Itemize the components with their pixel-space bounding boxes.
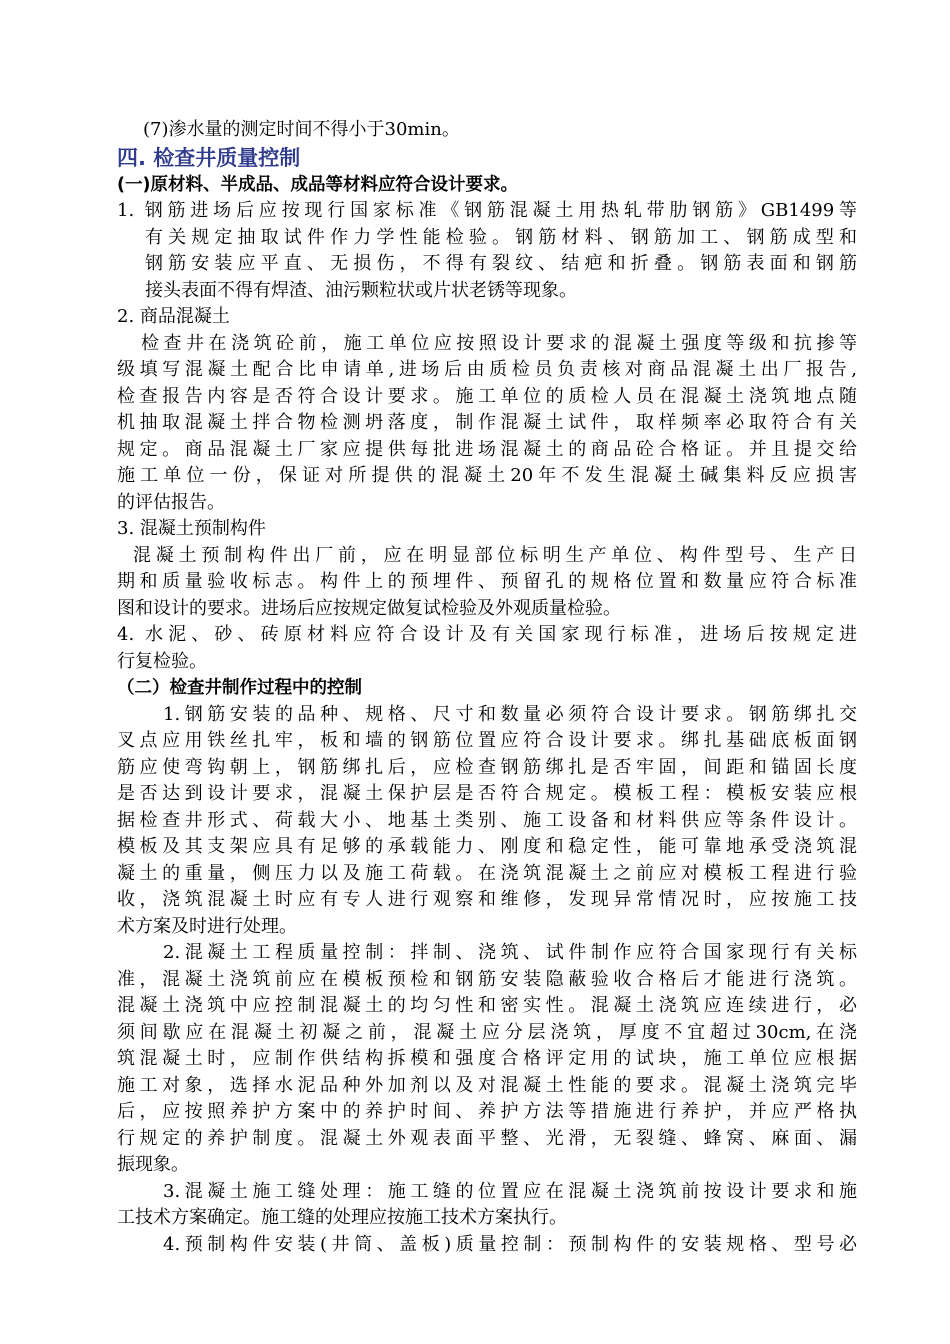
text-line: 筋应使弯钩朝上，钢筋绑扎后，应检查钢筋绑扎是否牢固，间距和锚固长度 [117,756,857,778]
text-line: 机抽取混凝土拌合物检测坍落度，制作混凝土试件，取样频率必取符合有关 [117,412,857,433]
text-line: 4.预制构件安装(井筒、盖板)质量控制：预制构件的安装规格、型号必 [163,1233,857,1255]
text-line: 级填写混凝土配合比申请单,进场后由质检员负责核对商品混凝土出厂报告, [117,359,857,380]
text-line: 工技术方案确定。施工缝的处理应按施工技术方案执行。 [117,1207,567,1228]
text-line: 术方案及时进行处理。 [117,915,297,937]
subsection-heading: （二）检查井制作过程中的控制 [117,678,362,698]
text-line: 检查井在浇筑砼前，施工单位应按照设计要求的混凝土强度等级和抗掺等 [141,332,857,354]
text-line: 检查报告内容是否符合设计要求。施工单位的质检人员在混凝土浇筑地点随 [117,385,857,407]
item-heading: 3. 混凝土预制构件 [117,518,266,539]
text-line: 混凝土浇筑中应控制混凝土的均匀性和密实性。混凝土浇筑应连续进行，必 [117,995,857,1016]
text-line: 混凝土预制构件出厂前，应在明显部位标明生产单位、构件型号、生产日 [133,544,857,566]
text-line: 钢筋安装应平直、无损伤，不得有裂纹、结疤和折叠。钢筋表面和钢筋 [145,253,857,274]
text-line: (7)渗水量的测定时间不得小于30min。 [143,119,460,140]
text-line: 行复检验。 [117,650,207,672]
text-line: 3.混凝土施工缝处理：施工缝的位置应在混凝土浇筑前按设计要求和施 [163,1180,857,1202]
item-heading: 2. 商品混凝土 [117,306,230,327]
text-line: 凝土的重量，侧压力以及施工荷载。在浇筑混凝土之前应对模板工程进行验 [117,862,857,884]
text-line: 收，浇筑混凝土时应有专人进行观察和维修，发现异常情况时，应按施工技 [117,889,857,910]
text-line: 叉点应用铁丝扎牢，板和墙的钢筋位置应符合设计要求。绑扎基础底板面钢 [117,730,857,751]
text-line: 施工对象，选择水泥品种外加剂以及对混凝土性能的要求。混凝土浇筑完毕 [117,1074,857,1096]
text-line: 模板及其支架应具有足够的承载能力、刚度和稳定性，能可靠地承受浇筑混 [117,836,857,857]
document-page [117,117,857,1258]
text-line: 2.混凝土工程质量控制：拌制、浇筑、试件制作应符合国家现行有关标 [163,942,857,963]
text-line: 据检查井形式、荷载大小、地基土类别、施工设备和材料供应等条件设计。 [117,809,857,831]
text-line: 1.钢筋安装的品种、规格、尺寸和数量必须符合设计要求。钢筋绑扎交 [163,703,857,725]
text-line: 规定。商品混凝土厂家应提供每批进场混凝土的商品砼合格证。并且提交给 [117,438,857,460]
text-line: 1. 钢筋进场后应按现行国家标准《钢筋混凝土用热轧带肋钢筋》GB1499等 [117,200,857,221]
text-line: 后，应按照养护方案中的养护时间、养护方法等措施进行养护，并应严格执 [117,1101,857,1122]
text-line: 是否达到设计要求，混凝土保护层是否符合规定。模板工程：模板安装应根 [117,783,857,804]
text-line: 的评估报告。 [117,491,225,513]
text-line: 振现象。 [117,1154,189,1175]
text-line: 须间歇应在混凝土初凝之前，混凝土应分层浇筑，厚度不宜超过30cm,在浇 [117,1021,857,1043]
section-heading: 四. 检查井质量控制 [117,145,301,170]
text-line: 施工单位一份，保证对所提供的混凝土20年不发生混凝土碱集料反应损害 [117,465,857,486]
text-line: 期和质量验收标志。构件上的预埋件、预留孔的规格位置和数量应符合标准 [117,571,857,592]
text-line: 图和设计的要求。进场后应按规定做复试检验及外观质量检验。 [117,597,621,619]
text-line: 接头表面不得有焊渣、油污颗粒状或片状老锈等现象。 [145,279,577,301]
subsection-heading: (一)原材料、半成品、成品等材料应符合设计要求。 [117,174,518,195]
text-line: 有关规定抽取试件作力学性能检验。钢筋材料、钢筋加工、钢筋成型和 [145,226,857,248]
text-line: 准，混凝土浇筑前应在模板预检和钢筋安装隐蔽验收合格后才能进行浇筑。 [117,968,857,990]
text-line: 4. 水泥、砂、砖原材料应符合设计及有关国家现行标准，进场后按规定进 [117,624,857,645]
text-line: 行规定的养护制度。混凝土外观表面平整、光滑，无裂缝、蜂窝、麻面、漏 [117,1127,857,1149]
text-line: 筑混凝土时，应制作供结构拆模和强度合格评定用的试块，施工单位应根据 [117,1048,857,1069]
